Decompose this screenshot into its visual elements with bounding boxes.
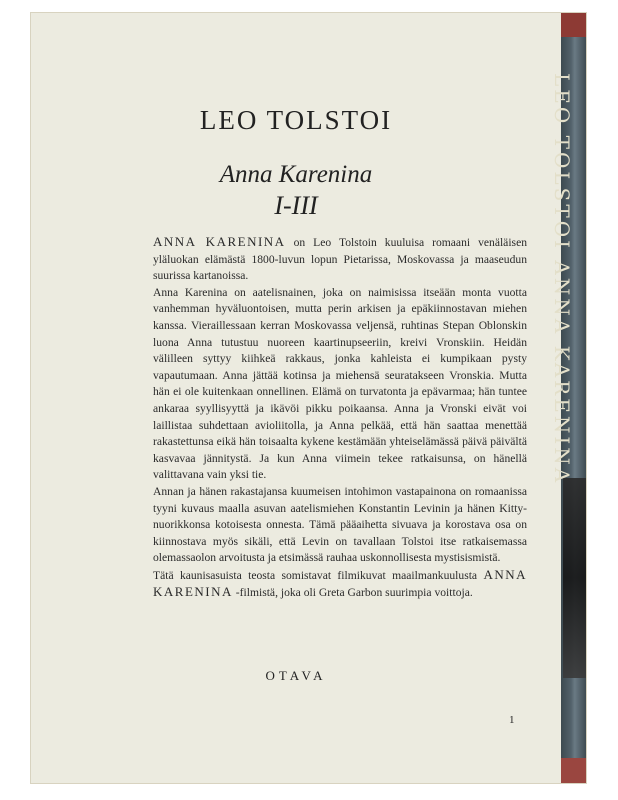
blurb-paragraph-3: Annan ja hänen rakastajansa kuumeisen intohimon vastapainona on romaanissa tyyni kuvaus maalla asuvan aatelismiehen Konstantin Levinin ja hänen Kitty-nuorikkonsa kotoisesta onnesta. Tämä pääaihetta sivuava ja korostava osa on kiinnostava myös sikäli, että Levin on tavallaan Tolstoi itse ratkaisemassa olemassaolon arvoitusta ja etsimässä rauhaa uskonnollisesta mystisismistä.: [153, 484, 527, 565]
author-name: LEO TOLSTOI: [199, 105, 393, 135]
blurb-paragraph-2: Anna Karenina on aatelisnainen, joka on naimisissa itseään monta vuotta vanhemman hyväluontoisen, mutta perin arkisen ja epäkiinnostavan miehen kanssa. Vieraillessaan kerran Moskovassa veljensä, ruhtinas Stepan Oblonskin luona Anna tutustuu nuoreen kaartinupseeriin, kreivi Vronskiin. Heidän välilleen syttyy kiihkeä rakkaus, jonka kahleista ei kumpikaan pysty vapautumaan. Anna jättää kotinsa ja miehensä seuratakseen Vronskia. Mutta hän ei ole kuitenkaan onnellinen. Elämä on turvatonta ja epävarmaa; hän tuntee ankaraa syyllisyyttä ja ikävöi pikku poikaansa. Anna ja Vronski eivät voi laillistaa suhdettaan avioliitolla, ja Anna pelkää, että hän saattaa menettää rakastettunsa eikä hän toisaalta kykene kestämään yhteiselämässä päivä päivältä kasvavaa jännitystä. Ja kun Anna viimein tekee ratkaisunsa, on hänellä valittavana vain yksi tie.: [153, 285, 527, 482]
spine-title: LEO TOLSTOI ANNA KARENINA: [550, 73, 574, 486]
book-cover: [31, 13, 586, 783]
page-number: 1: [509, 714, 515, 726]
book-spine: [550, 13, 586, 783]
blurb-text-4a: Tätä kaunisasuista teosta somistavat filmikuvat maailmankuulusta: [153, 568, 484, 582]
spine-bottom-band: [561, 758, 586, 783]
volume-numbers: I-III: [274, 191, 318, 220]
title-caps: ANNA KARENINA: [153, 234, 286, 249]
spine-top-band: [561, 13, 586, 37]
book-title: Anna Karenina: [219, 161, 373, 188]
publisher-name: OTAVA: [265, 668, 327, 683]
blurb-text-1: on Leo Tolstoin kuuluisa romaani venäläisen yläluokan elämästä 1800-luvun lopun Pietarissa, Moskovassa ja maaseudun suurissa kartanoissa.: [153, 236, 528, 283]
blurb-paragraph-4: [153, 567, 527, 602]
blurb-text-4b: -filmistä, joka oli Greta Garbon suurimpia voittoja.: [232, 586, 473, 600]
blurb-paragraph-1: [153, 234, 527, 285]
back-cover-page: [31, 13, 561, 783]
title-caps-2: ANNA KARENINA: [153, 566, 527, 600]
blurb-text: [153, 234, 527, 602]
